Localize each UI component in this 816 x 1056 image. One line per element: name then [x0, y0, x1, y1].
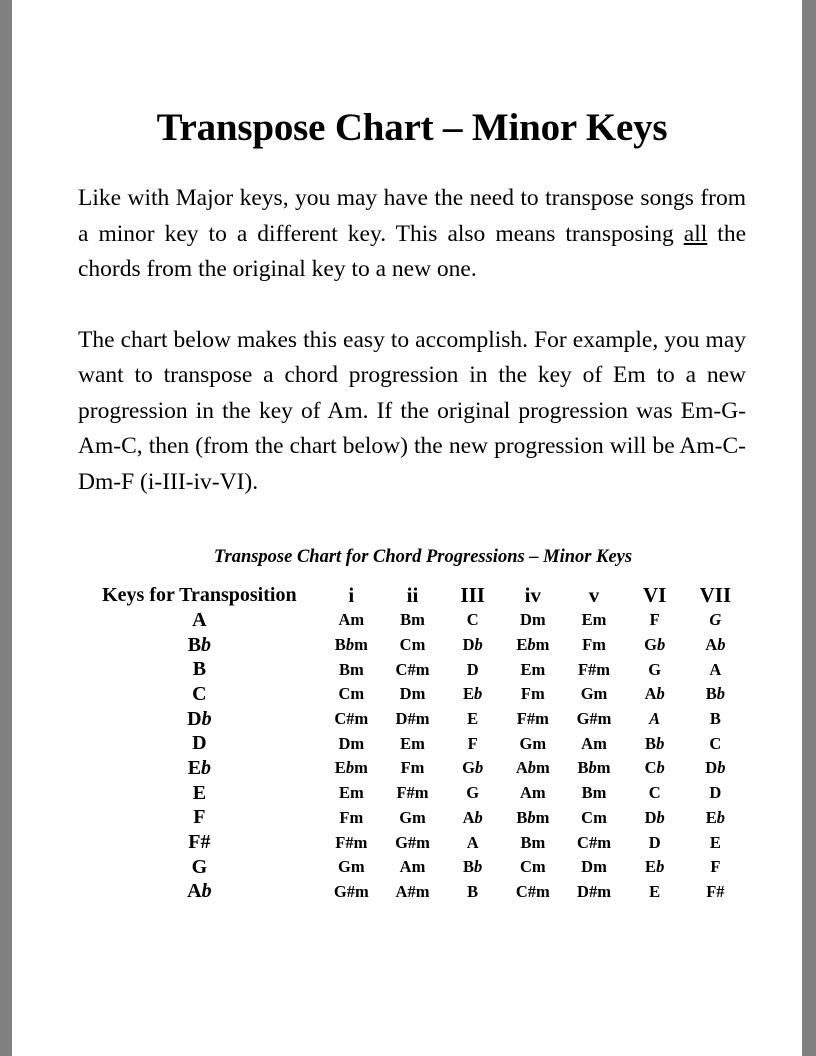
chord-cell: Bm [581, 783, 607, 803]
chord-cell: Dm [399, 684, 426, 704]
chord-cell: F#m [516, 709, 549, 729]
chord-cell: Fm [520, 684, 545, 704]
chord-cell: G [709, 610, 722, 630]
chord-cell: Gm [580, 684, 608, 704]
document-content [78, 0, 746, 904]
chord-cell: E [649, 881, 661, 901]
chord-cell: Am [519, 783, 546, 803]
chord-cell: Fm [582, 635, 606, 655]
chord-cell: Bb [645, 733, 665, 753]
chord-cell: C#m [395, 659, 430, 679]
chord-cell: Gb [462, 758, 484, 778]
chord-cell: D [648, 832, 661, 852]
chord-cell: Bm [520, 832, 546, 852]
column-header-i: i [348, 583, 355, 607]
row-key-label: E [192, 781, 207, 804]
chord-cell: Gm [519, 733, 547, 753]
chord-cell: Bm [338, 659, 364, 679]
column-header-III: III [460, 583, 485, 607]
chord-cell: B [467, 881, 479, 901]
chord-cell: G#m [395, 832, 430, 852]
row-key-label: C [192, 682, 207, 705]
chord-cell: F#m [335, 832, 368, 852]
chord-cell: G [648, 659, 662, 679]
table-body [78, 608, 746, 904]
table-row [78, 633, 746, 658]
table-row [78, 855, 746, 880]
chord-cell: Em [338, 783, 364, 803]
table-row [78, 608, 746, 633]
table-header-row [78, 583, 746, 608]
chord-cell: Abm [515, 758, 550, 778]
chord-cell: Db [705, 758, 726, 778]
chart-caption: Transpose Chart for Chord Progressions – Minor Keys [213, 547, 633, 567]
column-header-keys: Keys for Transposition [102, 584, 297, 606]
chord-cell: Gb [644, 635, 666, 655]
chord-cell: Db [462, 635, 483, 655]
chord-cell: D [709, 783, 722, 803]
row-key-label: A [192, 608, 207, 631]
transpose-table [78, 583, 746, 904]
chord-cell: Cb [644, 758, 665, 778]
chord-cell: Cm [399, 635, 426, 655]
row-key-label: B [192, 658, 207, 681]
chord-cell: A [466, 832, 479, 852]
chord-cell: C#m [334, 709, 369, 729]
page-edge-left [0, 0, 12, 1056]
chord-cell: D#m [395, 709, 430, 729]
chord-cell: Bm [400, 610, 425, 630]
row-key-label: F# [188, 831, 211, 854]
table-row [78, 707, 746, 732]
chord-cell: F [649, 610, 660, 630]
column-header-iv: iv [524, 583, 541, 607]
chord-cell: D [466, 659, 479, 679]
row-key-label: Bb [187, 633, 212, 656]
chord-cell: Ab [462, 807, 483, 827]
chord-cell: E [467, 709, 479, 729]
table-row [78, 781, 746, 806]
column-header-VI: VI [643, 583, 667, 607]
chord-cell: F [467, 733, 478, 753]
chord-cell: D#m [577, 881, 611, 901]
page-edge-right [802, 0, 816, 1056]
chord-cell: Bb [463, 857, 483, 877]
row-key-label: D [192, 732, 207, 755]
chord-cell: Bb [705, 684, 726, 704]
column-header-ii: ii [406, 583, 419, 607]
chord-cell: Dm [519, 610, 546, 630]
chord-cell: Cm [581, 807, 607, 827]
chord-cell: Eb [463, 684, 483, 704]
chord-cell: G#m [576, 709, 612, 729]
chord-cell: Am [399, 857, 426, 877]
table-row [78, 806, 746, 831]
transpose-chart-block [78, 547, 746, 904]
table-row [78, 830, 746, 855]
chord-cell: Eb [645, 857, 665, 877]
chord-cell: Fm [400, 758, 425, 778]
chord-cell: C#m [515, 881, 550, 901]
chord-cell: A#m [395, 881, 430, 901]
table-row [78, 682, 746, 707]
emphasis-all: all [683, 220, 708, 247]
chord-cell: C [466, 610, 479, 630]
chord-cell: Gm [399, 807, 426, 827]
chord-cell: Am [581, 733, 607, 753]
intro-paragraph [78, 181, 746, 288]
chord-cell: Fm [339, 807, 364, 827]
table-row [78, 657, 746, 682]
row-key-label: F [193, 806, 206, 829]
chord-cell: G#m [333, 881, 369, 901]
chord-cell: Bbm [516, 807, 550, 827]
chord-cell: F# [706, 881, 725, 901]
chord-cell: Em [400, 733, 425, 753]
chord-cell: B [709, 709, 721, 729]
chord-cell: A [709, 659, 722, 679]
chord-cell: F#m [577, 659, 611, 679]
chord-cell: Gm [338, 857, 365, 877]
table-row [78, 731, 746, 756]
chord-cell: Dm [338, 733, 365, 753]
chord-cell: C#m [577, 832, 611, 852]
chord-cell: F [710, 857, 721, 877]
chord-cell: Bbm [577, 758, 611, 778]
intro-paragraph-text-after: the chords from the original key to a new one. [78, 220, 746, 282]
chord-cell: A [649, 709, 661, 729]
chord-cell: Db [644, 807, 665, 827]
chord-cell: Ab [644, 684, 665, 704]
chord-cell: Bbm [334, 635, 368, 655]
chord-cell: Em [520, 659, 546, 679]
chord-cell: Ab [705, 635, 726, 655]
chord-cell: Em [581, 610, 607, 630]
intro-paragraph-text-before: Like with Major keys, you may have the need to transpose songs from a minor key to a different key. This also means transposing [78, 185, 746, 247]
chord-cell: Am [338, 610, 365, 630]
example-paragraph: The chart below makes this easy to accomplish. For example, you may want to transpose a chord progression in the key of Em to a new progression in the key of Am. If the original progression was Em-G-Am-C, then (from the chart below) the new progression will be Am-C-Dm-F (i-III-iv-VI). [78, 326, 746, 495]
chord-cell: Eb [705, 807, 726, 827]
document-page [12, 0, 802, 1056]
table-row [78, 756, 746, 781]
chord-cell: E [709, 832, 721, 852]
chord-cell: Dm [581, 857, 607, 877]
row-key-label: Db [187, 707, 212, 730]
chord-cell: Ebm [516, 635, 550, 655]
table-row [78, 880, 746, 905]
chord-cell: Cm [338, 684, 365, 704]
row-key-label: Ab [187, 880, 212, 903]
chord-cell: G [466, 783, 480, 803]
chord-cell: Cm [519, 857, 546, 877]
page-title: Transpose Chart – Minor Keys [156, 106, 668, 149]
column-header-v: v [588, 583, 600, 607]
chord-cell: C [648, 783, 661, 803]
chord-cell: C [709, 733, 722, 753]
column-header-VII: VII [699, 583, 732, 607]
chord-cell: F#m [396, 783, 429, 803]
row-key-label: G [191, 855, 208, 878]
row-key-label: Eb [187, 756, 212, 779]
chord-cell: Ebm [334, 758, 368, 778]
